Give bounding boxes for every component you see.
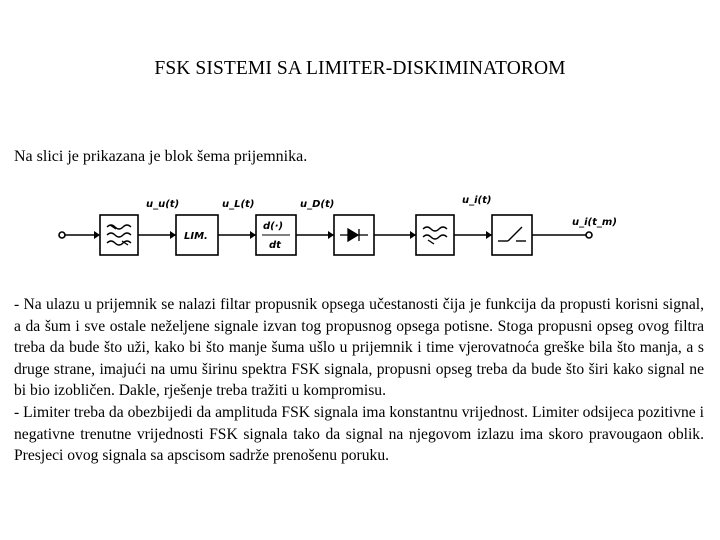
diode-icon	[340, 229, 368, 241]
signal-label-uD: u_D(t)	[300, 199, 335, 210]
limiter-label: LIM.	[184, 231, 208, 242]
intro-text: Na slici je prikazana je blok šema prijemnika.	[14, 148, 308, 165]
body-text	[14, 294, 704, 467]
switch-icon	[498, 227, 526, 241]
signal-label-uL: u_L(t)	[222, 199, 255, 210]
page-title: FSK SISTEMI SA LIMITER-DISKIMINATOROM	[154, 58, 566, 79]
lowpass-filter-icon	[423, 227, 447, 244]
signal-label-ui: u_i(t)	[462, 195, 492, 206]
receiver-block-diagram	[50, 185, 650, 265]
signal-label-uu: u_u(t)	[146, 199, 180, 210]
paragraph-filter: - Na ulazu u prijemnik se nalazi filtar propusnik opsega učestanosti čija je funkcija da propusti korisni signal, a da šum i sve ostale neželjene signale izvan tog propusnog opsega potisne. Stoga propusni opseg ovog filtra treba da bude što uži, kako bi što manje šuma ušlo u prijemnik i time vjerovatnoća greške bila što manja, a s druge strane, imajući na umu širinu spektra FSK signala, propusni opseg treba da bude što širi kako signal ne bi bio izobličen. Dakle, rješenje treba tražiti u kompromisu.	[14, 296, 704, 400]
signal-label-ui-tm: u_i(t_m)	[572, 217, 617, 228]
paragraph-limiter: - Limiter treba da obezbijedi da amplituda FSK signala ima konstantnu vrijednost. Limiter odsijeca pozitivne i negativne trenutne vrijednosti FSK signala tako da signal na njegovom izlazu ima skoro pravougaon oblik. Presjeci ovog signala sa apscisom sadrže prenošenu poruku.	[14, 403, 704, 465]
bandpass-filter-icon	[107, 225, 131, 245]
differentiator-denominator: dt	[269, 240, 281, 251]
differentiator-numerator: d(·)	[263, 221, 284, 232]
